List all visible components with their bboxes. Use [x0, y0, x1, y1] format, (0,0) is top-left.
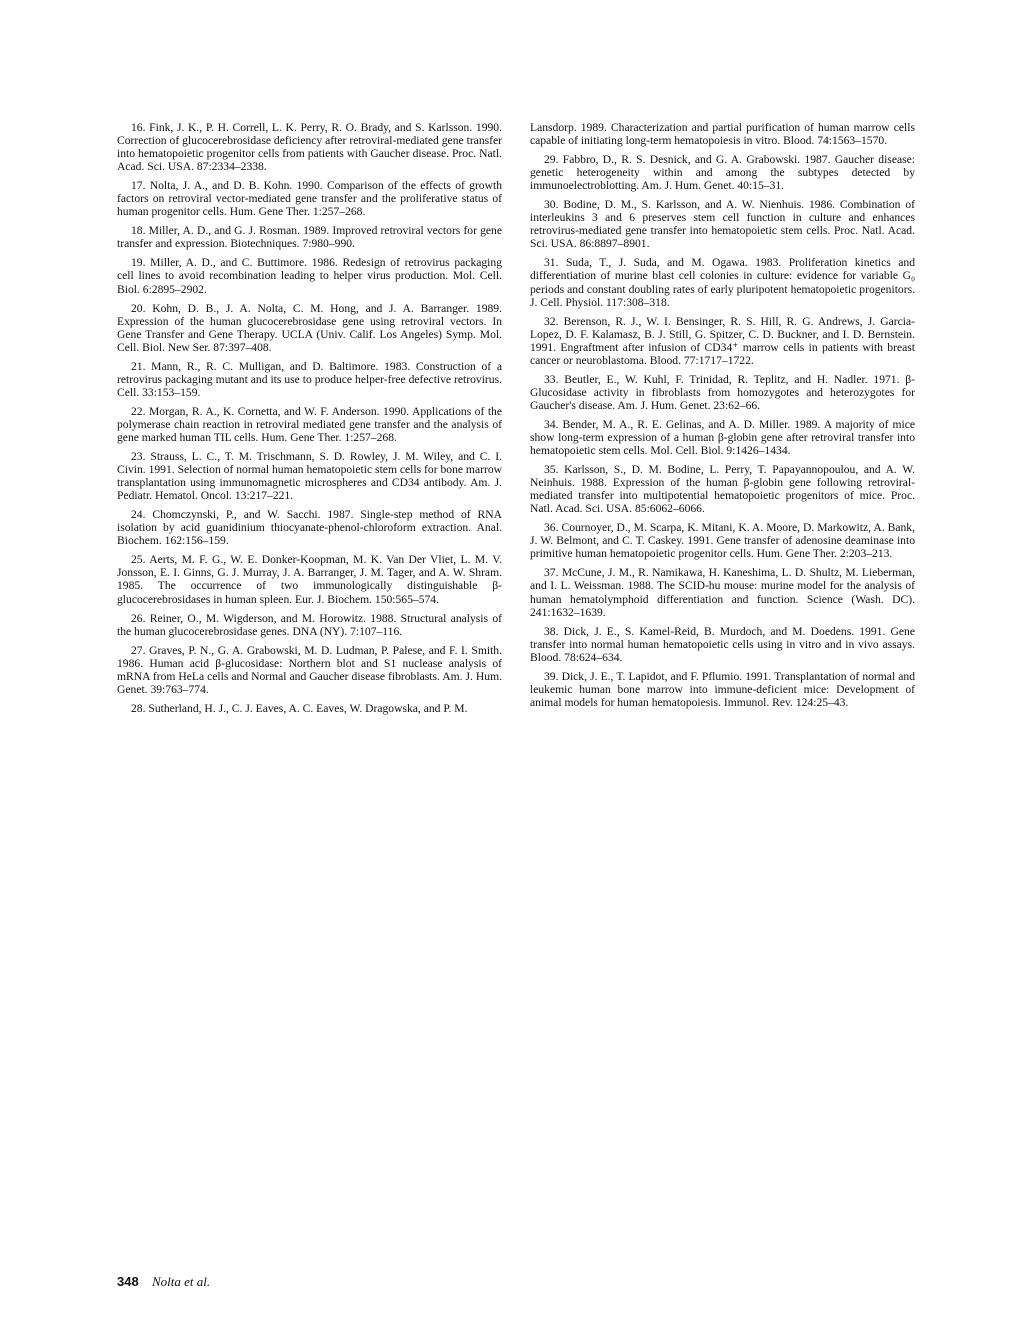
reference-39: 39. Dick, J. E., T. Lapidot, and F. Pflumio. 1991. Transplantation of normal and leukemic human bone marrow into immune-deficient mice: Development of animal models for human hematopoiesis. Immunol. Rev. 124:25–43.: [530, 669, 915, 709]
reference-35: 35. Karlsson, S., D. M. Bodine, L. Perry, T. Papayannopoulou, and A. W. Neinhuis. 1988. Expression of the human β-globin gene following retroviral-mediated transfer into multipotential hematopoietic progenitors of mice. Proc. Natl. Acad. Sci. USA. 85:6062–6066.: [530, 463, 915, 516]
reference-38: 38. Dick, J. E., S. Kamel-Reid, B. Murdoch, and M. Doedens. 1991. Gene transfer into normal human hematopoietic cells using in vitro and in vivo assays. Blood. 78:624–634.: [530, 624, 915, 664]
reference-23: 23. Strauss, L. C., T. M. Trischmann, S. D. Rowley, J. M. Wiley, and C. I. Civin. 1991. Selection of normal human hematopoietic stem cells for bone marrow transplantation using immunomagnetic microspheres and CD34 antibody. Am. J. Pediatr. Hematol. Oncol. 13:217–221.: [117, 450, 502, 503]
reference-28-start: 28. Sutherland, H. J., C. J. Eaves, A. C. Eaves, W. Dragowska, and P. M.: [131, 701, 468, 715]
reference-20: 20. Kohn, D. B., J. A. Nolta, C. M. Hong, and J. A. Barranger. 1989. Expression of the human glucocerebrosidase gene using retroviral vectors. In Gene Transfer and Gene Therapy. UCLA (Univ. Calif. Los Angeles) Symp. Mol. Cell. Biol. New Ser. 87:397–408.: [117, 301, 502, 354]
reference-26: 26. Reiner, O., M. Wigderson, and M. Horowitz. 1988. Structural analysis of the human glucocerebrosidase genes. DNA (NY). 7:107–116.: [117, 611, 502, 638]
reference-25: 25. Aerts, M. F. G., W. E. Donker-Koopman, M. K. Van Der Vliet, L. M. V. Jonsson, E. I. Ginns, G. J. Murray, J. A. Barranger, J. M. Tager, and A. W. Shram. 1985. The occurrence of two immunologically distinguishable β-glucocerebrosidases in human spleen. Eur. J. Biochem. 150:565–574.: [117, 553, 502, 606]
reference-32: 32. Berenson, R. J., W. I. Bensinger, R. S. Hill, R. G. Andrews, J. Garcia-Lopez, D. F. Kalamasz, B. J. Still, G. Spitzer, C. D. Buckner, and I. D. Bernstein. 1991. Engraftment after infusion of CD34⁺ marrow cells in patients with breast cancer or neuroblastoma. Blood. 77:1717–1722.: [530, 314, 915, 367]
reference-22: 22. Morgan, R. A., K. Cornetta, and W. F. Anderson. 1990. Applications of the polymerase chain reaction in retroviral mediated gene transfer and the analysis of gene marked human TIL cells. Hum. Gene Ther. 1:257–268.: [117, 404, 502, 444]
page-footer: [117, 1274, 210, 1290]
reference-34: 34. Bender, M. A., R. E. Gelinas, and A. D. Miller. 1989. A majority of mice show long-term expression of a human β-globin gene after retroviral transfer into hematopoietic stem cells. Mol. Cell. Biol. 9:1426–1434.: [530, 417, 915, 458]
reference-37: 37. McCune, J. M., R. Namikawa, H. Kaneshima, L. D. Shultz, M. Lieberman, and I. L. Weissman. 1988. The SCID-hu mouse: murine model for the analysis of human hematolymphoid differentiation and function. Science (Wash. DC). 241:1632–1639.: [530, 566, 915, 619]
reference-30: 30. Bodine, D. M., S. Karlsson, and A. W. Nienhuis. 1986. Combination of interleukins 3 and 6 preserves stem cell function in culture and enhances retrovirus-mediated gene transfer into hematopoietic stem cells. Proc. Natl. Acad. Sci. USA. 86:8897–8901.: [530, 198, 915, 251]
left-column: [117, 121, 502, 721]
running-authors: Nolta et al.: [151, 1274, 211, 1289]
page-number: 348: [117, 1274, 139, 1289]
reference-27: 27. Graves, P. N., G. A. Grabowski, M. D. Ludman, P. Palese, and F. I. Smith. 1986. Human acid β-glucosidase: Northern blot and S1 nuclease analysis of mRNA from HeLa cells and Normal and Gaucher disease fibroblasts. Am. J. Hum. Genet. 39:763–774.: [117, 643, 502, 696]
reference-21: 21. Mann, R., R. C. Mulligan, and D. Baltimore. 1983. Construction of a retrovirus packaging mutant and its use to produce helper-free defective retrovirus. Cell. 33:153–159.: [117, 359, 502, 399]
reference-31: 31. Suda, T., J. Suda, and M. Ogawa. 1983. Proliferation kinetics and differentiation of murine blast cell colonies in culture: evidence for variable G₀ periods and constant doubling rates of early pluripotent hematopoietic progenitors. J. Cell. Physiol. 117:308–318.: [530, 256, 915, 309]
reference-18: 18. Miller, A. D., and G. J. Rosman. 1989. Improved retroviral vectors for gene transfer and expression. Biotechniques. 7:980–990.: [117, 224, 502, 251]
reference-33: 33. Beutler, E., W. Kuhl, F. Trinidad, R. Teplitz, and H. Nadler. 1971. β-Glucosidase activity in fibroblasts from homozygotes and heterozygotes for Gaucher's disease. Am. J. Hum. Genet. 23:62–66.: [530, 372, 915, 412]
reference-16: 16. Fink, J. K., P. H. Correll, L. K. Perry, R. O. Brady, and S. Karlsson. 1990. Correction of glucocerebrosidase deficiency after retroviral-mediated gene transfer into hematopoietic progenitor cells from patients with Gaucher disease. Proc. Natl. Acad. Sci. USA. 87:2334–2338.: [117, 121, 502, 174]
reference-24: 24. Chomczynski, P., and W. Sacchi. 1987. Single-step method of RNA isolation by acid guanidinium thiocyanate-phenol-chloroform extraction. Anal. Biochem. 162:156–159.: [117, 508, 502, 548]
reference-19: 19. Miller, A. D., and C. Buttimore. 1986. Redesign of retrovirus packaging cell lines to avoid recombination leading to helper virus production. Mol. Cell. Biol. 6:2895–2902.: [117, 256, 502, 296]
reference-28-continued: Lansdorp. 1989. Characterization and partial purification of human marrow cells capable of initiating long-term hematopoiesis in vitro. Blood. 74:1563–1570.: [530, 121, 915, 148]
right-column: [530, 121, 915, 715]
reference-17: 17. Nolta, J. A., and D. B. Kohn. 1990. Comparison of the effects of growth factors on retroviral vector-mediated gene transfer and the proliferative status of human progenitor cells. Hum. Gene Ther. 1:257–268.: [117, 179, 502, 219]
reference-36: 36. Cournoyer, D., M. Scarpa, K. Mitani, K. A. Moore, D. Markowitz, A. Bank, J. W. Belmont, and C. T. Caskey. 1991. Gene transfer of adenosine deaminase into primitive human hematopoietic progenitor cells. Hum. Gene Ther. 2:203–213.: [530, 521, 915, 561]
reference-29: 29. Fabbro, D., R. S. Desnick, and G. A. Grabowski. 1987. Gaucher disease: genetic heterogeneity within and among the subtypes detected by immunoelectroblotting. Am. J. Hum. Genet. 40:15–31.: [530, 153, 915, 193]
